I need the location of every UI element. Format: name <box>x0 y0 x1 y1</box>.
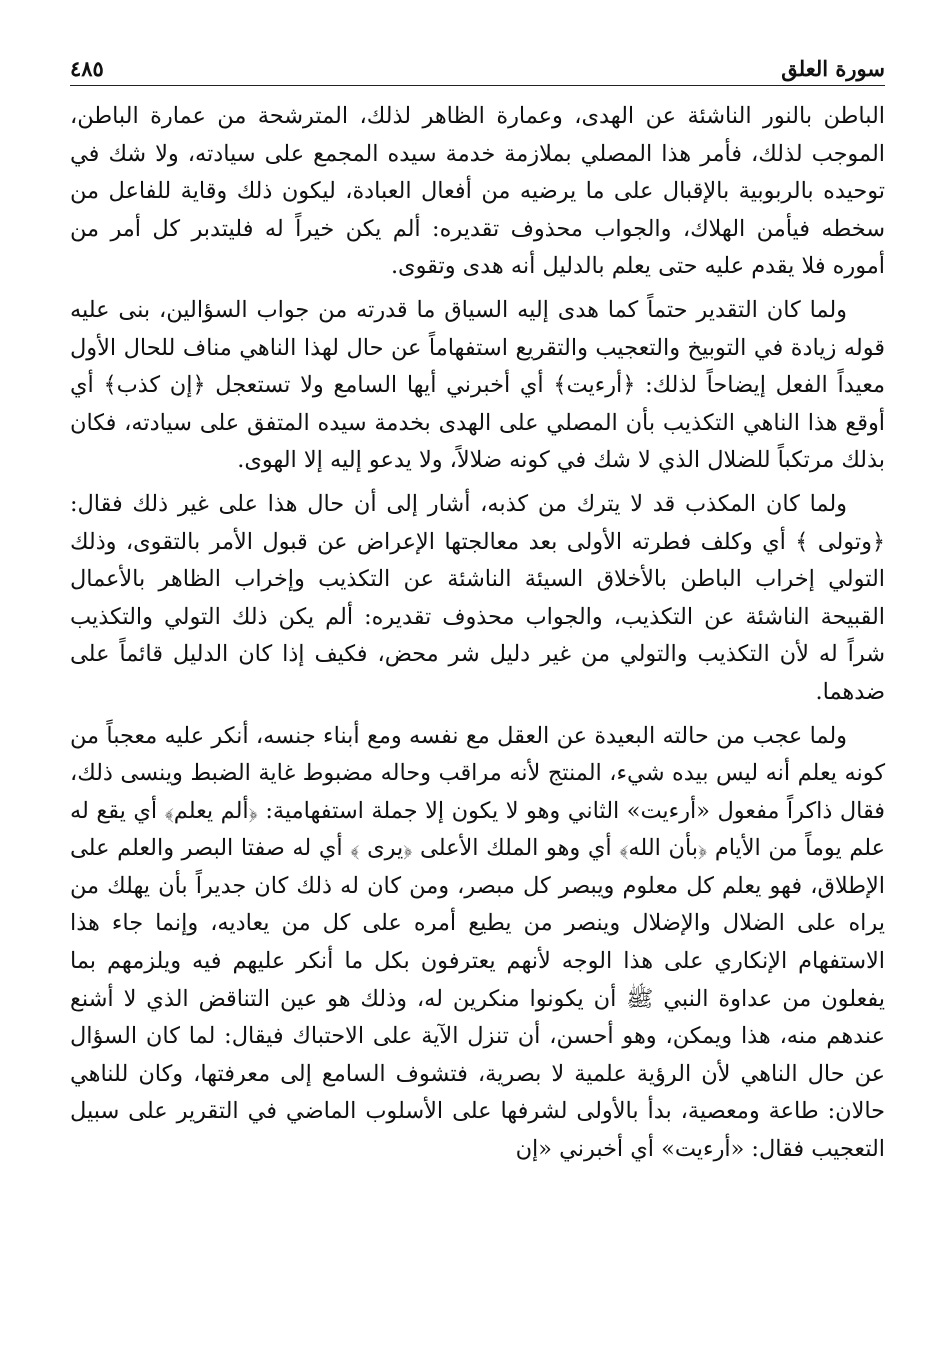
paragraph-4: ولما عجب من حالته البعيدة عن العقل مع نفسه ومع أبناء جنسه، أنكر عليه معجباً من كونه يعلم أنه ليس بيده شيء، المنتج لأنه مراقب وحاله مضبوط غاية الضبط وينسى ذلك، فقال ذاكراً مفعول «أرءيت» الثاني وهو لا يكون إلا جملة استفهامية: ﴿ألم يعلم﴾ أي يقع له علم يوماً من الأيام ﴿بأن الله﴾ أي وهو الملك الأعلى ﴿يرى ﴾ أي له صفتا البصر والعلم على الإطلاق، فهو يعلم كل معلوم ويبصر كل مبصر، ومن كان له ذلك كان جديراً بأن يهلك من يراه على الضلال والإضلال وينصر من يطيع أمره على كل من يعاديه، وإنما جاء هذا الاستفهام الإنكاري على هذا الوجه لأنهم يعترفون بكل ما أنكر عليهم فيه ويلزمهم بما يفعلون من عداوة النبي ﷺ أن يكونوا منكرين له، وذلك هو عين التناقض الذي لا أشنع عندهم منه، هذا ويمكن، وهو أحسن، أن تنزل الآية على الاحتباك فيقال: لما كان السؤال عن حال الناهي لأن الرؤية علمية لا بصرية، فتشوف السامع إلى معرفتها، وكان للناهي حالان: طاعة ومعصية، بدأ بالأولى لشرفها على الأسلوب الماضي في التقرير على سبيل التعجيب فقال: «أرءيت» أي أخبرني «إن <box>70 722 885 1163</box>
page-number: ٤٨٥ <box>70 56 104 81</box>
paragraph-3: ولما كان المكذب قد لا يترك من كذبه، أشار إلى أن حال هذا على غير ذلك فقال: ﴿وتولى ﴾ أي وكلف فطرته الأولى بعد معالجتها الإعراض عن قبول الأمر بالتقوى، وذلك التولي إخراب الباطن بالأخلاق السيئة الناشئة عن التكذيب وإخراب الظاهر بالأعمال القبيحة الناشئة عن التكذيب، والجواب محذوف تقديره: ألم يكن ذلك التولي والتكذيب شراً له لأن التكذيب والتولي من غير دليل شر محض، فكيف إذا كان الدليل قائماً على ضدهما. <box>70 490 885 705</box>
running-header <box>70 40 885 86</box>
paragraph-1: الباطن بالنور الناشئة عن الهدى، وعمارة الظاهر لذلك، المترشحة من عمارة الباطن، الموجب لذلك، فأمر هذا المصلي بملازمة خدمة سيده المجمع على سيادته، ولا شك في توحيده بالربوبية بالإقبال على ما يرضيه من أفعال العبادة، ليكون ذلك وقاية للفاعل من سخطه فيأمن الهلاك، والجواب محذوف تقديره: ألم يكن خيراً له فليتدبر كل أمر من أموره فلا يقدم عليه حتى يعلم بالدليل أنه هدى وتقوى. <box>70 103 885 280</box>
paragraph-2: ولما كان التقدير حتماً كما هدى إليه السياق ما قدرته من جواب السؤالين، بنى عليه قوله زيادة في التوبيخ والتعجيب والتقريع استفهاماً عن حال لهذا الناهي مناف للحال الأول معيداً الفعل إيضاحاً لذلك: ﴿أرءيت﴾ أي أخبرني أيها السامع ولا تستعجل ﴿إن كذب﴾ أي أوقع هذا الناهي التكذيب بأن المصلي على الهدى بخدمة سيده المتفق على سيادته، فكان بذلك مرتكباً للضلال الذي لا شك في كونه ضلالاً، ولا يدعو إليه إلا الهوى. <box>70 296 885 474</box>
page-body <box>70 86 885 1169</box>
surah-title: سورة العلق <box>781 56 885 81</box>
book-page <box>70 40 885 1330</box>
